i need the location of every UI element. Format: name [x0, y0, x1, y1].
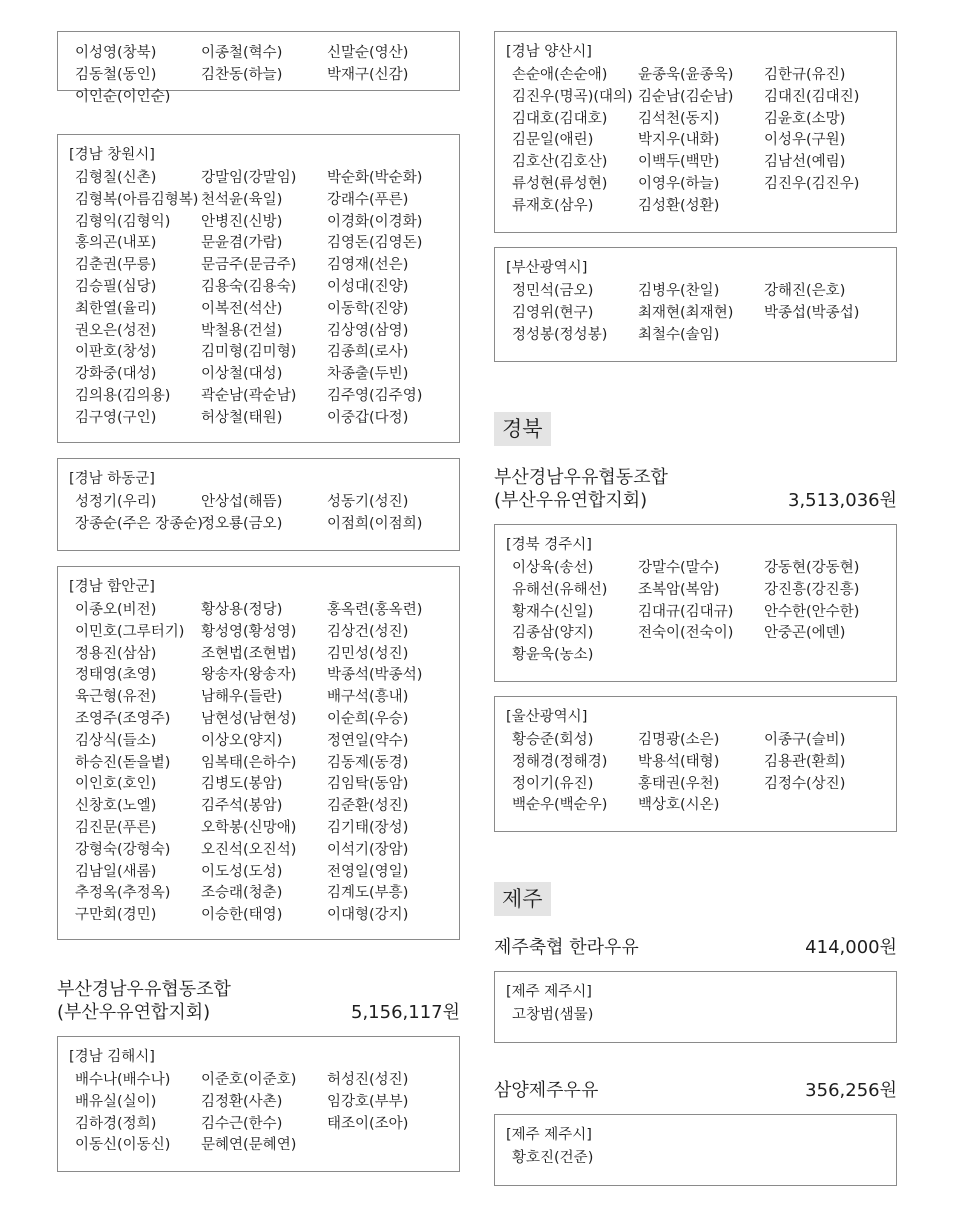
member-name: 윤종욱(윤종욱): [638, 67, 734, 83]
member-name: 김임탁(동암): [327, 776, 409, 793]
member-name: 김대호(김대호): [512, 110, 608, 127]
member-name: 김영돈(김영돈): [327, 235, 423, 252]
region-label-gyeongbuk: 경북: [494, 412, 551, 446]
member-name: 황재수(신일): [512, 603, 594, 620]
member-name: 김상건(성진): [327, 623, 409, 640]
member-name: 문윤겸(가람): [201, 235, 283, 252]
box-title: [경남 양산시]: [506, 44, 592, 60]
member-name: 이영우(하늘): [638, 175, 720, 192]
donor-box-gimhae: [57, 1036, 460, 1172]
member-name: 김춘권(무릉): [75, 257, 157, 274]
member-name: 이경화(이경화): [327, 213, 423, 230]
member-name: 안상섭(해뜸): [201, 494, 283, 510]
member-name: 육근형(유전): [75, 689, 157, 706]
member-name: 손순애(손순애): [512, 67, 608, 83]
member-name: 김주영(김주영): [327, 387, 423, 404]
member-name: 김동철(동인): [75, 66, 157, 83]
box-title: [부산광역시]: [506, 260, 588, 276]
member-name: 황상용(정당): [201, 602, 283, 618]
member-grid: [69, 43, 459, 108]
member-name: 남해우(들란): [201, 689, 283, 706]
member-name: 이상육(송선): [512, 560, 594, 576]
member-name: 성동기(성진): [327, 494, 409, 510]
member-name: 강래수(푸른): [327, 191, 409, 208]
member-name: 강말임(강말임): [201, 170, 297, 186]
member-name: 이도성(도성): [201, 863, 283, 880]
member-name: 이종오(비전): [75, 602, 157, 618]
member-grid: [506, 558, 896, 667]
member-name: 황호진(건준): [512, 1150, 594, 1166]
member-name: 이종철(혁수): [201, 45, 283, 61]
member-name: 류성현(류성현): [512, 175, 608, 192]
member-name: 남현성(남현성): [201, 710, 297, 727]
box-title: [경북 경주시]: [506, 537, 592, 553]
member-name: 안병진(신방): [201, 213, 283, 230]
member-name: 박지우(내화): [638, 132, 720, 149]
donation-amount: 414,000원: [805, 937, 897, 958]
member-grid: [506, 281, 896, 346]
org-heading: [494, 1079, 897, 1102]
member-name: 이인호(호인): [75, 776, 157, 793]
member-name: 문금주(문금주): [201, 257, 297, 274]
donor-box-yangsan: [494, 31, 897, 233]
member-name: 임복태(은하수): [201, 754, 297, 771]
member-name: 김병우(찬일): [638, 283, 720, 299]
member-name: 홍옥련(홍옥련): [327, 602, 423, 618]
member-name: 김주석(봉암): [201, 798, 283, 815]
member-name: 김동제(동경): [327, 754, 409, 771]
member-name: 정태영(초영): [75, 667, 157, 684]
member-name: 김윤호(소망): [764, 110, 846, 127]
donor-box-gyeongju: [494, 524, 897, 682]
member-name: 박용석(태형): [638, 753, 720, 770]
member-name: 김영재(선은): [327, 257, 409, 274]
member-name: 김승필(심당): [75, 278, 157, 295]
member-name: 정해경(정해경): [512, 753, 608, 770]
member-name: 이성영(창북): [75, 45, 157, 61]
member-name: 김수근(한수): [201, 1115, 283, 1132]
member-name: 김미형(김미형): [201, 344, 297, 361]
member-name: 정오룡(금오): [201, 515, 283, 532]
member-name: 백순우(백순우): [512, 797, 608, 814]
member-name: 이상오(양지): [201, 732, 283, 749]
box-title: [제주 제주시]: [506, 1127, 592, 1143]
member-name: 조영주(조영주): [75, 710, 171, 727]
box-title: [경남 창원시]: [69, 147, 155, 163]
member-name: 김상식(들소): [75, 732, 157, 749]
member-name: 김용숙(김용숙): [201, 278, 297, 295]
member-name: 정성봉(정성봉): [512, 326, 608, 343]
region-label-jeju: 제주: [494, 882, 551, 916]
donor-box-jeju: [494, 971, 897, 1043]
member-name: 하승진(돋을볕): [75, 754, 171, 771]
org-name-line1: 부산경남우유협동조합: [57, 979, 231, 1000]
donation-amount: 356,256원: [805, 1080, 897, 1101]
member-name: 유해선(유해선): [512, 581, 608, 598]
member-name: 백상호(시온): [638, 797, 720, 814]
member-name: 정연일(약수): [327, 732, 409, 749]
member-name: 강해진(은호): [764, 283, 846, 299]
org-name-line2: (부산우유연합지회): [494, 490, 648, 511]
member-name: 이동학(진양): [327, 300, 409, 317]
member-name: 전영일(영일): [327, 863, 409, 880]
member-name: 김병도(봉암): [201, 776, 283, 793]
member-name: 최철수(솔임): [638, 326, 720, 343]
member-name: 김기태(장성): [327, 819, 409, 836]
member-name: 배유실(실이): [75, 1093, 157, 1110]
member-name: 이상철(대성): [201, 366, 283, 383]
member-name: 홍의곤(내포): [75, 235, 157, 252]
member-name: 문혜연(문혜연): [201, 1137, 297, 1154]
member-name: 추정옥(추정옥): [75, 885, 171, 902]
box-title: [경남 김해시]: [69, 1049, 155, 1065]
org-heading: [494, 936, 897, 959]
member-name: 이성우(구원): [764, 132, 846, 149]
member-grid: [506, 65, 896, 218]
member-name: 조승래(청춘): [201, 885, 283, 902]
box-title: [제주 제주시]: [506, 984, 592, 1000]
member-grid: [506, 730, 896, 817]
member-name: 김의용(김의용): [75, 387, 171, 404]
donor-box-busan: [494, 247, 897, 362]
member-name: 조복암(복암): [638, 581, 720, 598]
member-name: 황성영(황성영): [201, 623, 297, 640]
member-name: 이민호(그루터기): [75, 623, 185, 640]
org-name: 제주축협 한라우유: [494, 937, 639, 958]
member-name: 김진우(김진우): [764, 175, 860, 192]
member-name: 김문일(애린): [512, 132, 594, 149]
member-name: 김준환(성진): [327, 798, 409, 815]
member-name: 정이기(유진): [512, 775, 594, 792]
right-column: [494, 31, 897, 1186]
member-name: 이동신(이동신): [75, 1137, 171, 1154]
member-name: 류재호(삼우): [512, 197, 594, 214]
org-name-line2: (부산우유연합지회): [57, 1002, 211, 1023]
member-name: 김형복(아름김형복): [75, 191, 199, 208]
org-name: 삼양제주우유: [494, 1080, 599, 1101]
member-grid: [69, 492, 459, 536]
member-name: 이인순(이인순): [75, 88, 171, 105]
member-name: 김남일(새롬): [75, 863, 157, 880]
member-name: 김석천(동지): [638, 110, 720, 127]
member-name: 왕송자(왕송자): [201, 667, 297, 684]
member-name: 김진우(명곡)(대의): [512, 88, 633, 105]
member-name: 박순화(박순화): [327, 170, 423, 186]
member-name: 이점희(이점희): [327, 515, 423, 532]
member-name: 김한규(유진): [764, 67, 846, 83]
donor-box-hadong: [57, 458, 460, 551]
member-grid: [69, 600, 459, 927]
member-name: 최한열(율리): [75, 300, 157, 317]
member-name: 권오은(성전): [75, 322, 157, 339]
member-name: 이승한(태영): [201, 907, 283, 924]
member-grid: [506, 1005, 896, 1027]
member-name: 김남선(예림): [764, 154, 846, 171]
member-name: 김진문(푸른): [75, 819, 157, 836]
member-name: 홍태권(우천): [638, 775, 720, 792]
donor-box-changwon: [57, 134, 460, 443]
org-heading: [57, 978, 460, 1024]
member-name: 김종삼(양지): [512, 625, 594, 642]
member-name: 이석기(장암): [327, 841, 409, 858]
member-name: 정민석(금오): [512, 283, 594, 299]
member-name: 오진석(오진석): [201, 841, 297, 858]
member-name: 이백두(백만): [638, 154, 720, 171]
member-name: 황윤욱(농소): [512, 647, 594, 664]
member-name: 구만회(경민): [75, 907, 157, 924]
member-name: 배구석(흥내): [327, 689, 409, 706]
member-name: 황승준(회성): [512, 732, 594, 748]
member-name: 이순희(우승): [327, 710, 409, 727]
member-name: 안수한(안수한): [764, 603, 860, 620]
member-name: 김명광(소은): [638, 732, 720, 748]
member-name: 곽순남(곽순남): [201, 387, 297, 404]
member-name: 박재구(신감): [327, 66, 409, 83]
member-grid: [69, 1070, 459, 1157]
member-name: 전숙이(전숙이): [638, 625, 734, 642]
box-title: [울산광역시]: [506, 709, 588, 725]
member-name: 오학봉(신망애): [201, 819, 297, 836]
member-name: 정용진(삼삼): [75, 645, 157, 662]
member-name: 강말수(말수): [638, 560, 720, 576]
member-name: 장종순(주은 장종순): [75, 515, 203, 532]
member-grid: [506, 1148, 896, 1170]
donor-box-haman: [57, 566, 460, 940]
member-name: 김계도(부흥): [327, 885, 409, 902]
member-name: 허상철(태원): [201, 409, 283, 426]
member-name: 이종구(슬비): [764, 732, 846, 748]
member-name: 이복전(석산): [201, 300, 283, 317]
member-name: 이판호(창성): [75, 344, 157, 361]
member-name: 허성진(성진): [327, 1072, 409, 1088]
member-name: 김영위(현구): [512, 304, 594, 321]
member-name: 김순남(김순남): [638, 88, 734, 105]
member-name: 이대형(강지): [327, 907, 409, 924]
member-name: 신말순(영산): [327, 45, 409, 61]
member-name: 고창범(샘물): [512, 1007, 594, 1023]
member-name: 강화중(대성): [75, 366, 157, 383]
member-name: 신창호(노엘): [75, 798, 157, 815]
donation-amount: 5,156,117원: [351, 1002, 460, 1023]
member-name: 임강호(부부): [327, 1093, 409, 1110]
left-column: [57, 31, 460, 1172]
member-name: 김하경(정희): [75, 1115, 157, 1132]
member-name: 김용관(환희): [764, 753, 846, 770]
member-name: 조현법(조현법): [201, 645, 297, 662]
member-name: 김대진(김대진): [764, 88, 860, 105]
donor-box-ulsan: [494, 696, 897, 832]
member-name: 김형칠(신촌): [75, 170, 157, 186]
box-title: [경남 하동군]: [69, 471, 155, 487]
donation-amount: 3,513,036원: [788, 490, 897, 511]
member-name: 강진흥(강진흥): [764, 581, 860, 598]
member-name: 박종섭(박종섭): [764, 304, 860, 321]
member-name: 김성환(성환): [638, 197, 720, 214]
member-name: 태조이(조아): [327, 1115, 409, 1132]
member-name: 김형익(김형익): [75, 213, 171, 230]
member-name: 김민성(성진): [327, 645, 409, 662]
member-name: 강형숙(강형숙): [75, 841, 171, 858]
org-heading: [494, 466, 897, 512]
member-name: 이성대(진양): [327, 278, 409, 295]
member-name: 성정기(우리): [75, 494, 157, 510]
box-title: [경남 함안군]: [69, 579, 155, 595]
member-name: 최재현(최재현): [638, 304, 734, 321]
donor-box-jeju: [494, 1114, 897, 1186]
member-name: 차종출(두빈): [327, 366, 409, 383]
member-name: 박철용(건설): [201, 322, 283, 339]
member-name: 김찬동(하늘): [201, 66, 283, 83]
member-name: 김정수(상진): [764, 775, 846, 792]
member-name: 이중갑(다정): [327, 409, 409, 426]
donor-box: [57, 31, 460, 105]
org-name-line1: 부산경남우유협동조합: [494, 467, 668, 488]
member-name: 박종석(박종석): [327, 667, 423, 684]
member-name: 김상영(삼영): [327, 322, 409, 339]
member-name: 안중곤(에덴): [764, 625, 846, 642]
member-name: 천석윤(육일): [201, 191, 283, 208]
member-name: 김호산(김호산): [512, 154, 608, 171]
member-name: 강동현(강동현): [764, 560, 860, 576]
member-name: 배수나(배수나): [75, 1072, 171, 1088]
member-name: 김구영(구인): [75, 409, 157, 426]
member-grid: [69, 168, 459, 430]
member-name: 이준호(이준호): [201, 1072, 297, 1088]
member-name: 김종희(로사): [327, 344, 409, 361]
member-name: 김대규(김대규): [638, 603, 734, 620]
member-name: 김정환(사촌): [201, 1093, 283, 1110]
